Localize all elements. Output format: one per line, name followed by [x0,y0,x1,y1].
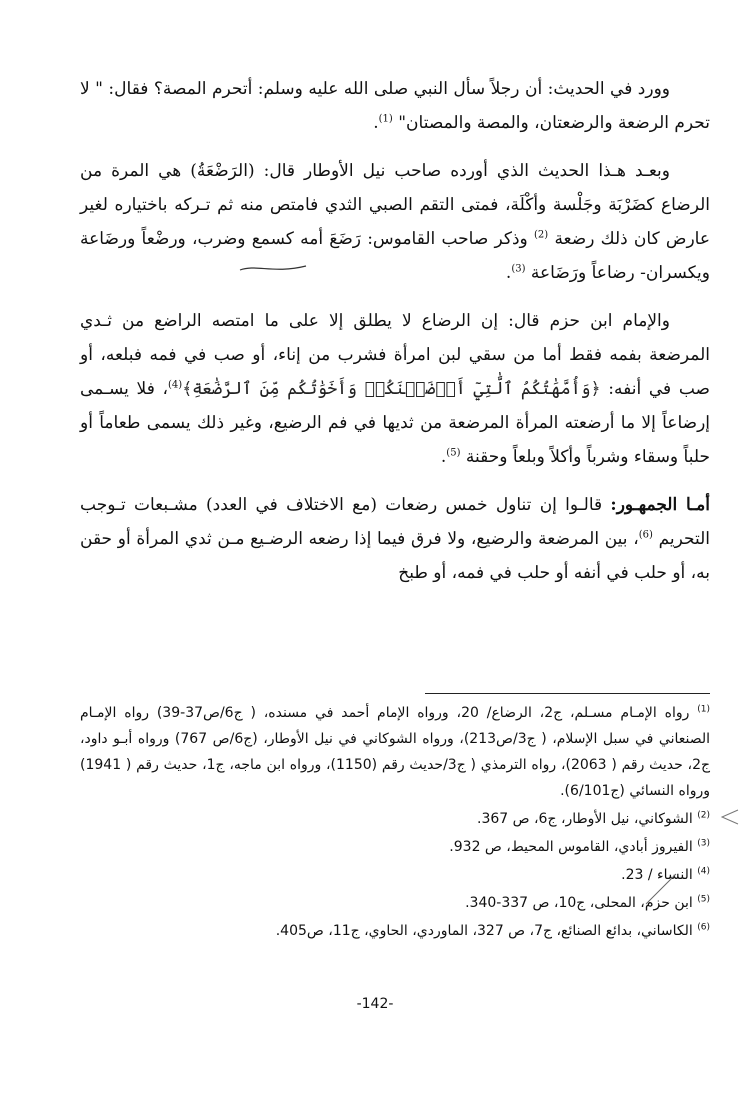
footnote-2: $^{(2)}$ الشوكاني، نيل الأوطار، ج6، ص 367. [476,810,710,827]
footnote-ref-1: (1) [378,113,393,125]
footnote-3: $^{(3)}$ الفيروز أبادي، القاموس المحيط، ص 932. [449,838,710,855]
pen-margin-tick [718,808,742,826]
quran-verse: ﴿وَأُمَّهَٰتُكُمُ ٱلَّٰتِيٓ أَرۡضَعۡنَكُمۡ وَأَخَوَٰتُكُم مِّنَ ٱلرَّضَٰعَةِ﴾ [182,379,601,399]
footnote-ref-2: (2) [534,229,549,241]
paragraph-majority: أمـا الجمهـور: قالـوا إن تناول خمس رضعات (مع الاختلاف في العدد) مشـبعات تـوجب التحريم $^{(6)}$، بين المرضعة والرضيع، ولا فرق فيما إذا رضعه الرضـيع مـن ثدي المرأة أو حقن به، أو حلب في أنفه أو حلب في فمه، أو طبخ [80,495,711,583]
paragraph-ibn-hazm: والإمام ابن حزم قال: إن الرضاع لا يطلق إلا على ما امتصه الراضع من ثـدي المرضعة بفمه فقط أما من سقي لبن امرأة فشرب من إناء، أو صب في فمه فبلعه، أو صب في أنفه: ﴿وَأُمَّهَٰتُكُمُ ٱلَّٰتِيٓ أَرۡضَعۡنَكُمۡ وَأَخَوَٰتُكُم مِّنَ ٱلرَّضَٰعَةِ﴾$^{(4)}$، فلا يسـمى إرضاعاً إلا ما أرضعته المرأة المرضعة من ثديها في فم الرضيع، وغير ذلك يسمى طعاماً أو حلباً وسقاء وشرباً وأكلاً وبلعاً وحقنة $^{(5)}$. [80,311,710,467]
majority-heading: أمـا الجمهـور: [610,495,710,515]
page-number: -142- [356,996,394,1012]
pen-underline-mark [238,262,308,276]
paragraph-definition: وبعـد هـذا الحديث الذي أورده صاحب نيل الأوطار قال: (الرَضْعَةُ) هي المرة من الرضاع كضَرْبَة وجَلْسة وأكْلَة، فمتى التقم الصبي الثدي فامتص منه ثم تـركه باختياره لغير عارض كان ذلك رضعة $^{(2)}$ وذكر صاحب القاموس: رَضَعَ أمه كسمع وضرب، ورضْعاً ورضَاعة ويكسران- رضاعاً ورَضَاعة $^{(3)}$. [80,161,711,283]
footnotes [80,700,710,946]
footnote-ref-4: (4) [168,379,183,391]
footnote-5: $^{(5)}$ ابن حزم، المحلى، ج10، ص 337-340. [465,894,710,911]
paragraph-hadith: وورد في الحديث: أن رجلاً سأل النبي صلى الله عليه وسلم: أتحرم المصة؟ فقال: " لا تحرم الرضعة والرضعتان، والمصة والمصتان" $^{(1)}$. [80,79,710,133]
footnote-4: $^{(4)}$ النساء / 23. [621,866,710,883]
pen-margin-mark [640,870,680,910]
footnote-6: $^{(6)}$ الكاساني، بدائع الصنائع، ج7، ص 327، الماوردي، الحاوي، ج11، ص405. [275,922,710,939]
footnote-ref-3: (3) [511,263,526,275]
footnote-ref-5: (5) [446,447,461,459]
main-text [80,72,710,594]
footnote-divider [425,693,710,694]
footnote-1: $^{(1)}$ رواه الإمـام مسـلم، ج2، الرضاع/ 20، ورواه الإمام أحمد في مسنده، ( ج6/ص37-39) رواه الإمـام الصنعاني في سبل الإسلام، ( ج3/ص213)، ورواه الشوكاني في نيل الأوطار، (ج6/ص 767) ورواه أبـو داود، ج2، حديث رقم ( 2063)، رواه الترمذي ( ج3/حديث رقم (1150)، ورواه ابن ماجه، ج1، حديث رقم ( 1941) ورواه النسائي (ج6/101). [80,704,711,799]
footnote-ref-6: (6) [638,529,653,541]
